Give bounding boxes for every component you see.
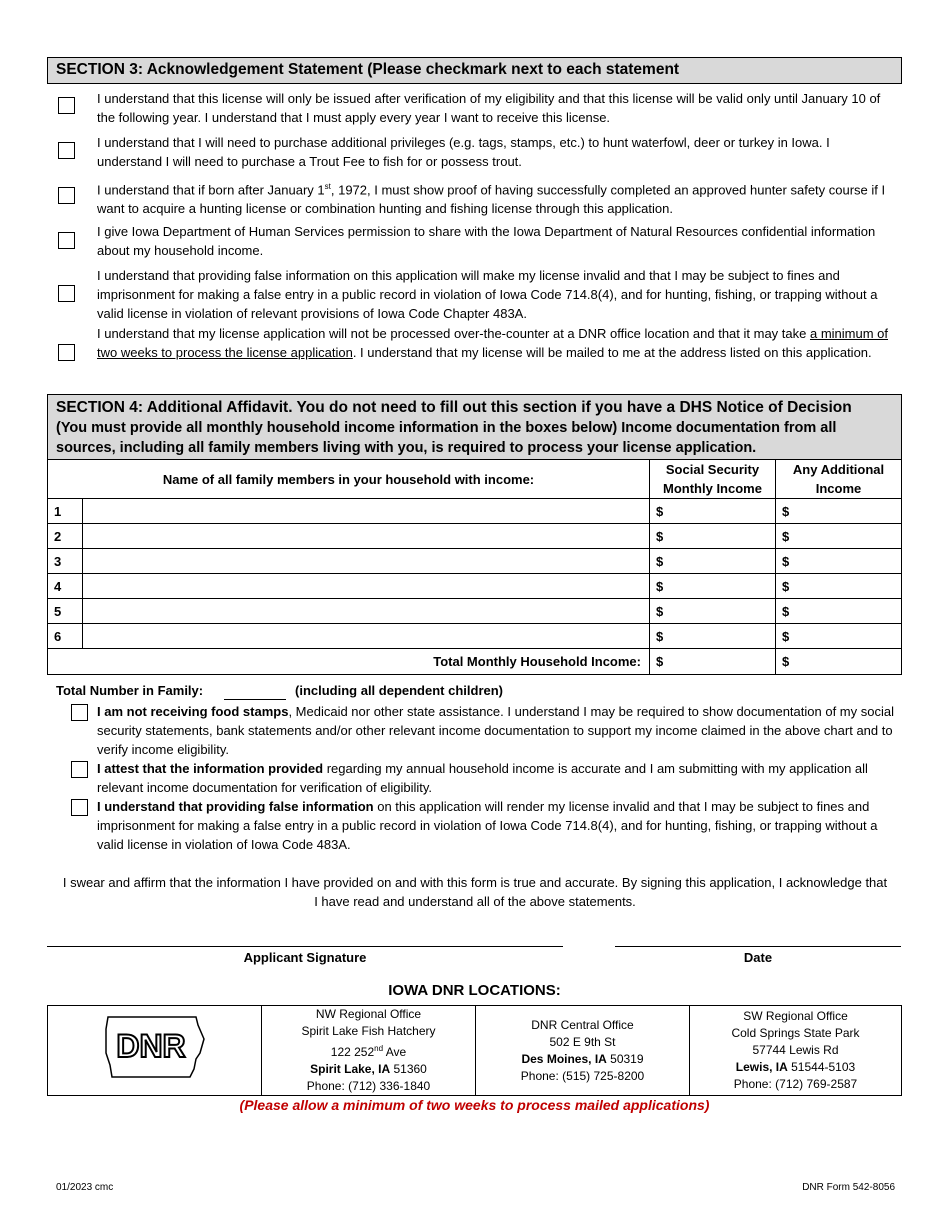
footer-date-code: 01/2023 cmc <box>56 1182 114 1193</box>
section4-title: SECTION 4: Additional Affidavit. You do not need to fill out this section if you have a DHS Notice of Decision <box>56 399 852 416</box>
table-row: 4 $ $ <box>48 574 902 599</box>
member-name-input[interactable] <box>83 549 650 574</box>
ss-income-input[interactable]: $ <box>650 499 776 524</box>
col-ss-header: Social Security Monthly Income <box>650 460 776 499</box>
date-line[interactable] <box>615 946 901 947</box>
member-name-input[interactable] <box>83 599 650 624</box>
total-additional-input[interactable]: $ <box>776 649 902 675</box>
ack-statement-2: I understand that I will need to purchase additional privileges (e.g. tags, stamps, etc.) to hunt waterfowl, deer or turkey in Iowa. I understand I will need to purchase a Trout Fee to fish for or possess trout. <box>97 135 830 169</box>
signature-label: Applicant Signature <box>243 950 367 965</box>
family-count-row <box>56 683 203 698</box>
date-label: Date <box>743 950 773 965</box>
ack-statement-6: I understand that my license application will not be processed over-the-counter at a DNR office location and that it may take a minimum of two weeks to process the license application. I understand that my license will be mailed to me at the address listed on this application. <box>97 326 889 360</box>
additional-income-input[interactable]: $ <box>776 624 902 649</box>
additional-income-input[interactable]: $ <box>776 499 902 524</box>
ack-checkbox-4[interactable] <box>58 232 75 249</box>
member-name-input[interactable] <box>83 624 650 649</box>
affirm-checkbox-2[interactable] <box>71 761 88 778</box>
locations-table <box>47 1005 902 1096</box>
iowa-map-icon <box>100 1013 210 1083</box>
ack-checkbox-3[interactable] <box>58 187 75 204</box>
table-row: 2 $ $ <box>48 524 902 549</box>
ss-income-input[interactable]: $ <box>650 599 776 624</box>
additional-income-input[interactable]: $ <box>776 524 902 549</box>
total-label: Total Monthly Household Income: <box>48 649 650 675</box>
affirm-checkbox-1[interactable] <box>71 704 88 721</box>
ack-statement-5: I understand that providing false information on this application will make my license invalid and that I may be subject to fines and imprisonment for making a false entry in a public record in violation of Iowa Code 714.8(4), and for hunting, fishing, or trapping without a valid license in violation of relevant provisions of Iowa Code Chapter 483A. <box>97 268 878 321</box>
mail-processing-note: (Please allow a minimum of two weeks to process mailed applications) <box>239 1097 710 1113</box>
ack-checkbox-5[interactable] <box>58 285 75 302</box>
affirm-statement-3: I understand that providing false information on this application will render my license invalid and that I may be subject to fines and imprisonment for making a false entry in a public record in violation of Iowa Code 714.8(4), and for hunting, fishing, or trapping without a valid license in violation of Iowa Code 483A. <box>97 799 878 852</box>
additional-income-input[interactable]: $ <box>776 574 902 599</box>
section3-header <box>47 57 902 84</box>
office-sw: SW Regional Office Cold Springs State Park 57744 Lewis Rd Lewis, IA 51544-5103 Phone: (712) 769-2587 <box>690 1006 902 1096</box>
table-row: 6 $ $ <box>48 624 902 649</box>
family-count-note: (including all dependent children) <box>295 683 504 698</box>
office-nw: NW Regional Office Spirit Lake Fish Hatchery 122 252nd Ave Spirit Lake, IA 51360 Phone: (712) 336-1840 <box>262 1006 476 1096</box>
ack-checkbox-2[interactable] <box>58 142 75 159</box>
additional-income-input[interactable]: $ <box>776 599 902 624</box>
additional-income-input[interactable]: $ <box>776 549 902 574</box>
table-row: 5 $ $ <box>48 599 902 624</box>
ack-statement-4: I give Iowa Department of Human Services permission to share with the Iowa Department of Natural Resources confidential information about my household income. <box>97 224 876 258</box>
footer-form-number: DNR Form 542-8056 <box>802 1182 895 1193</box>
table-row: 1 $ $ <box>48 499 902 524</box>
member-name-input[interactable] <box>83 574 650 599</box>
col-name-header: Name of all family members in your household with income: <box>48 460 650 499</box>
total-ss-input[interactable]: $ <box>650 649 776 675</box>
section3-title: SECTION 3: Acknowledgement Statement (Please checkmark next to each statement <box>56 61 680 78</box>
table-row: 3 $ $ <box>48 549 902 574</box>
total-row <box>48 649 902 675</box>
office-central: DNR Central Office 502 E 9th St Des Moines, IA 50319 Phone: (515) 725-8200 <box>476 1006 690 1096</box>
signature-line[interactable] <box>47 946 563 947</box>
affirm-checkbox-3[interactable] <box>71 799 88 816</box>
ack-statement-1: I understand that this license will only be issued after verification of my eligibility and that this license will be valid only until January 10 of the following year. I understand that I must apply every year I want to receive this license. <box>97 91 881 125</box>
ack-statement-3: I understand that if born after January 1st, 1972, I must show proof of having successfully completed an approved hunter safety course if I want to acquire a hunting license or combination hunting and fishing license through this application. <box>97 182 886 217</box>
ss-income-input[interactable]: $ <box>650 574 776 599</box>
ss-income-input[interactable]: $ <box>650 624 776 649</box>
family-count-label: Total Number in Family: <box>56 683 204 698</box>
section4-subtitle: (You must provide all monthly household income information in the boxes below) Income documentation from all sources, including all family members living with you, is required to process your license application. <box>56 420 837 456</box>
swear-statement: I swear and affirm that the information I have provided on and with this form is true and accurate. By signing this application, I acknowledge that I have read and understand all of the above statements. <box>62 875 888 909</box>
member-name-input[interactable] <box>83 524 650 549</box>
member-name-input[interactable] <box>83 499 650 524</box>
income-table <box>47 459 902 675</box>
affirm-statement-2: I attest that the information provided regarding my annual household income is accurate and I am submitting with my application all relevant income documentation for verification of eligibility. <box>97 761 868 795</box>
dnr-logo <box>48 1006 262 1096</box>
ack-checkbox-1[interactable] <box>58 97 75 114</box>
affirm-statement-1: I am not receiving food stamps, Medicaid nor other state assistance. I understand I may be required to show documentation of my social security statements, bank statements and/or other relevant income documentation to support my income claimed in the above chart and to verify income eligibility. <box>97 704 894 757</box>
family-count-input[interactable] <box>224 699 286 700</box>
locations-title: IOWA DNR LOCATIONS: <box>388 982 561 999</box>
col-additional-header: Any Additional Income <box>776 460 902 499</box>
ss-income-input[interactable]: $ <box>650 524 776 549</box>
ack-checkbox-6[interactable] <box>58 344 75 361</box>
ss-income-input[interactable]: $ <box>650 549 776 574</box>
section4-header <box>47 394 902 460</box>
dnr-logo-text: DNR <box>115 1028 186 1064</box>
